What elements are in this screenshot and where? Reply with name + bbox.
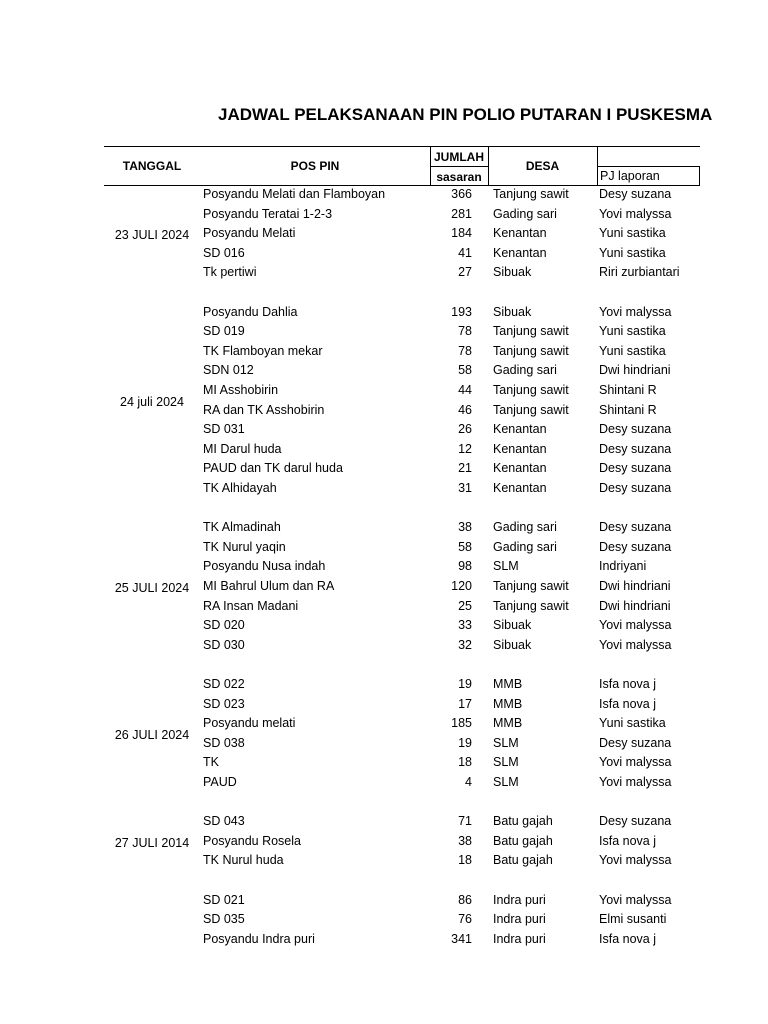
desa-cell: MMB (493, 696, 523, 711)
pj-cell: Indriyani (599, 559, 647, 574)
pos-pin-cell: SD 016 (203, 245, 245, 260)
table-row (0, 597, 768, 616)
date-cell: 25 JULI 2024 (114, 580, 190, 595)
date-cell: 26 JULI 2024 (114, 727, 190, 742)
table-row (0, 695, 768, 714)
pos-pin-cell: RA Insan Madani (203, 598, 299, 613)
jumlah-cell: 19 (458, 677, 472, 691)
pos-pin-cell: Posyandu Nusa indah (203, 559, 326, 574)
jumlah-cell: 18 (458, 755, 472, 770)
pj-cell: Yuni sastika (599, 245, 666, 260)
desa-cell: Indra puri (493, 912, 546, 927)
jumlah-cell: 98 (458, 559, 472, 574)
desa-cell: SLM (493, 755, 519, 770)
table-row (0, 361, 768, 380)
jumlah-cell: 78 (458, 324, 472, 339)
table-row (0, 518, 768, 537)
table-row (0, 812, 768, 831)
pos-pin-cell: PAUD (203, 775, 237, 789)
pj-cell: Desy suzana (599, 539, 672, 554)
jumlah-cell: 21 (458, 461, 472, 476)
table-row (0, 205, 768, 224)
pos-pin-cell: Posyandu Teratai 1-2-3 (203, 206, 333, 221)
table-row (0, 440, 768, 459)
jumlah-cell: 366 (451, 187, 472, 201)
pos-pin-cell: PAUD dan TK darul huda (203, 461, 343, 476)
pj-cell: Shintani R (599, 383, 657, 397)
date-cell: 27 JULI 2014 (114, 835, 190, 850)
pj-cell: Isfa nova j (599, 696, 656, 711)
jumlah-cell: 4 (465, 775, 472, 789)
table-row (0, 342, 768, 361)
table-row (0, 930, 768, 949)
table-row (0, 910, 768, 929)
table-row (0, 459, 768, 478)
table-row (0, 773, 768, 792)
desa-cell: Gading sari (493, 206, 557, 221)
desa-cell: Sibuak (493, 304, 532, 319)
pos-pin-cell: SDN 012 (203, 363, 254, 378)
header-tanggal: TANGGAL (122, 159, 182, 173)
table-row (0, 851, 768, 870)
desa-cell: Kenantan (493, 245, 547, 260)
table-row (0, 891, 768, 910)
pos-pin-cell: MI Asshobirin (203, 383, 279, 397)
pj-cell: Yovi malyssa (599, 618, 672, 633)
jumlah-cell: 26 (458, 422, 472, 437)
desa-cell: Kenantan (493, 441, 547, 456)
header-pos-pin: POS PIN (290, 159, 340, 173)
desa-cell: MMB (493, 716, 523, 731)
jumlah-cell: 41 (458, 245, 472, 260)
pj-cell: Desy suzana (599, 187, 672, 201)
pos-pin-cell: SD 043 (203, 814, 245, 829)
desa-cell: Kenantan (493, 461, 547, 476)
desa-cell: Tanjung sawit (493, 187, 569, 201)
jumlah-cell: 76 (458, 912, 472, 927)
desa-cell: Batu gajah (493, 833, 553, 848)
pj-cell: Yovi malyssa (599, 206, 672, 221)
pos-pin-cell: TK Almadinah (203, 520, 281, 535)
pos-pin-cell: SD 038 (203, 735, 245, 750)
pos-pin-cell: SD 021 (203, 892, 245, 907)
pj-cell: Desy suzana (599, 520, 672, 535)
jumlah-cell: 341 (451, 931, 472, 946)
desa-cell: Tanjung sawit (493, 598, 569, 613)
pj-box-top (597, 166, 700, 167)
pj-cell: Desy suzana (599, 481, 672, 495)
desa-cell: Batu gajah (493, 814, 553, 829)
pj-cell: Yovi malyssa (599, 892, 672, 907)
jumlah-cell: 31 (458, 481, 472, 495)
pos-pin-cell: SD 035 (203, 912, 245, 927)
table-row (0, 479, 768, 498)
pj-cell: Desy suzana (599, 422, 672, 437)
desa-cell: Sibuak (493, 618, 532, 633)
desa-cell: MMB (493, 677, 523, 691)
header-sasaran: sasaran (436, 170, 482, 184)
desa-cell: Gading sari (493, 539, 557, 554)
pj-cell: Yuni sastika (599, 716, 666, 731)
pj-cell: Desy suzana (599, 735, 672, 750)
header-pj-laporan: PJ laporan (600, 169, 660, 183)
jumlah-cell: 27 (458, 265, 472, 280)
desa-cell: Indra puri (493, 931, 546, 946)
table-row (0, 303, 768, 322)
jumlah-cell: 184 (451, 226, 472, 241)
pos-pin-cell: SD 023 (203, 696, 245, 711)
pos-pin-cell: TK Alhidayah (203, 481, 277, 495)
pj-cell: Desy suzana (599, 461, 672, 476)
table-row (0, 753, 768, 772)
table-row (0, 538, 768, 557)
jumlah-cell: 78 (458, 343, 472, 358)
jumlah-cell: 120 (451, 579, 472, 593)
pj-cell: Dwi hindriani (599, 363, 671, 378)
jumlah-cell: 17 (458, 696, 472, 711)
header-top-border (104, 146, 700, 147)
pj-cell: Dwi hindriani (599, 598, 671, 613)
pj-cell: Yuni sastika (599, 343, 666, 358)
pos-pin-cell: TK (203, 755, 219, 770)
table-row (0, 675, 768, 694)
pj-cell: Yovi malyssa (599, 755, 672, 770)
pos-pin-cell: SD 020 (203, 618, 245, 633)
pj-box-right (699, 166, 700, 186)
desa-cell: Kenantan (493, 422, 547, 437)
page-title: JADWAL PELAKSANAAN PIN POLIO PUTARAN I PUSKESMA (218, 105, 713, 124)
jumlah-cell: 71 (458, 814, 472, 829)
jumlah-divider (430, 166, 488, 167)
desa-cell: SLM (493, 735, 519, 750)
pj-cell: Desy suzana (599, 441, 672, 456)
pos-pin-cell: Posyandu Melati (203, 226, 296, 241)
pos-pin-cell: TK Nurul huda (203, 853, 284, 868)
desa-cell: Gading sari (493, 363, 557, 378)
desa-cell: Tanjung sawit (493, 324, 569, 339)
pj-cell: Dwi hindriani (599, 579, 671, 593)
table-row (0, 557, 768, 576)
pos-pin-cell: Tk pertiwi (203, 265, 257, 280)
header-desa: DESA (525, 159, 560, 173)
pos-pin-cell: Posyandu melati (203, 716, 296, 731)
desa-cell: Kenantan (493, 481, 547, 495)
jumlah-cell: 32 (458, 637, 472, 652)
pos-pin-cell: Posyandu Indra puri (203, 931, 315, 946)
pos-pin-cell: RA dan TK Asshobirin (203, 402, 325, 417)
jumlah-cell: 281 (451, 206, 472, 221)
pos-pin-cell: Posyandu Rosela (203, 833, 301, 848)
desa-cell: Tanjung sawit (493, 579, 569, 593)
jumlah-cell: 33 (458, 618, 472, 633)
jumlah-cell: 38 (458, 833, 472, 848)
jumlah-cell: 58 (458, 539, 472, 554)
pj-cell: Desy suzana (599, 814, 672, 829)
desa-cell: Indra puri (493, 892, 546, 907)
jumlah-cell: 25 (458, 598, 472, 613)
pj-cell: Isfa nova j (599, 833, 656, 848)
pj-cell: Yovi malyssa (599, 775, 672, 789)
table-row (0, 244, 768, 263)
desa-cell: Tanjung sawit (493, 402, 569, 417)
jumlah-cell: 185 (451, 716, 472, 731)
table-row (0, 616, 768, 635)
date-cell: 23 JULI 2024 (114, 228, 190, 242)
desa-cell: Sibuak (493, 265, 532, 280)
desa-cell: Sibuak (493, 637, 532, 652)
header-jumlah: JUMLAH (434, 150, 484, 164)
pj-cell: Yuni sastika (599, 324, 666, 339)
desa-cell: Tanjung sawit (493, 383, 569, 397)
pj-cell: Yuni sastika (599, 226, 666, 241)
pos-pin-cell: MI Bahrul Ulum dan RA (203, 579, 335, 593)
table-row (0, 263, 768, 282)
pos-pin-cell: MI Darul huda (203, 441, 282, 456)
pos-pin-cell: SD 031 (203, 422, 245, 437)
pos-pin-cell: SD 022 (203, 677, 245, 691)
jumlah-cell: 193 (451, 304, 472, 319)
table-row (0, 636, 768, 655)
pos-pin-cell: Posyandu Melati dan Flamboyan (203, 187, 386, 201)
pj-cell: Yovi malyssa (599, 637, 672, 652)
table-row (0, 420, 768, 439)
desa-cell: Batu gajah (493, 853, 553, 868)
pos-pin-cell: TK Nurul yaqin (203, 539, 286, 554)
jumlah-cell: 38 (458, 520, 472, 535)
pos-pin-cell: TK Flamboyan mekar (203, 343, 323, 358)
jumlah-cell: 12 (458, 441, 472, 456)
desa-cell: Kenantan (493, 226, 547, 241)
pj-cell: Elmi susanti (599, 912, 667, 927)
table-row (0, 322, 768, 341)
jumlah-cell: 18 (458, 853, 472, 868)
pj-cell: Yovi malyssa (599, 853, 672, 868)
pos-pin-cell: SD 030 (203, 637, 245, 652)
jumlah-cell: 44 (458, 383, 472, 397)
jumlah-cell: 46 (458, 402, 472, 417)
desa-cell: Tanjung sawit (493, 343, 569, 358)
desa-cell: Gading sari (493, 520, 557, 535)
jumlah-cell: 19 (458, 735, 472, 750)
date-cell: 24 juli 2024 (120, 394, 184, 409)
pos-pin-cell: Posyandu Dahlia (203, 304, 298, 319)
pj-cell: Isfa nova j (599, 931, 656, 946)
pj-cell: Riri zurbiantari (599, 265, 680, 280)
pos-pin-cell: SD 019 (203, 324, 245, 339)
desa-cell: SLM (493, 775, 519, 789)
jumlah-cell: 86 (458, 892, 472, 907)
jumlah-cell: 58 (458, 363, 472, 378)
pj-cell: Shintani R (599, 402, 657, 417)
pj-cell: Yovi malyssa (599, 304, 672, 319)
pj-cell: Isfa nova j (599, 677, 656, 691)
desa-cell: SLM (493, 559, 519, 574)
table-row (0, 185, 768, 204)
